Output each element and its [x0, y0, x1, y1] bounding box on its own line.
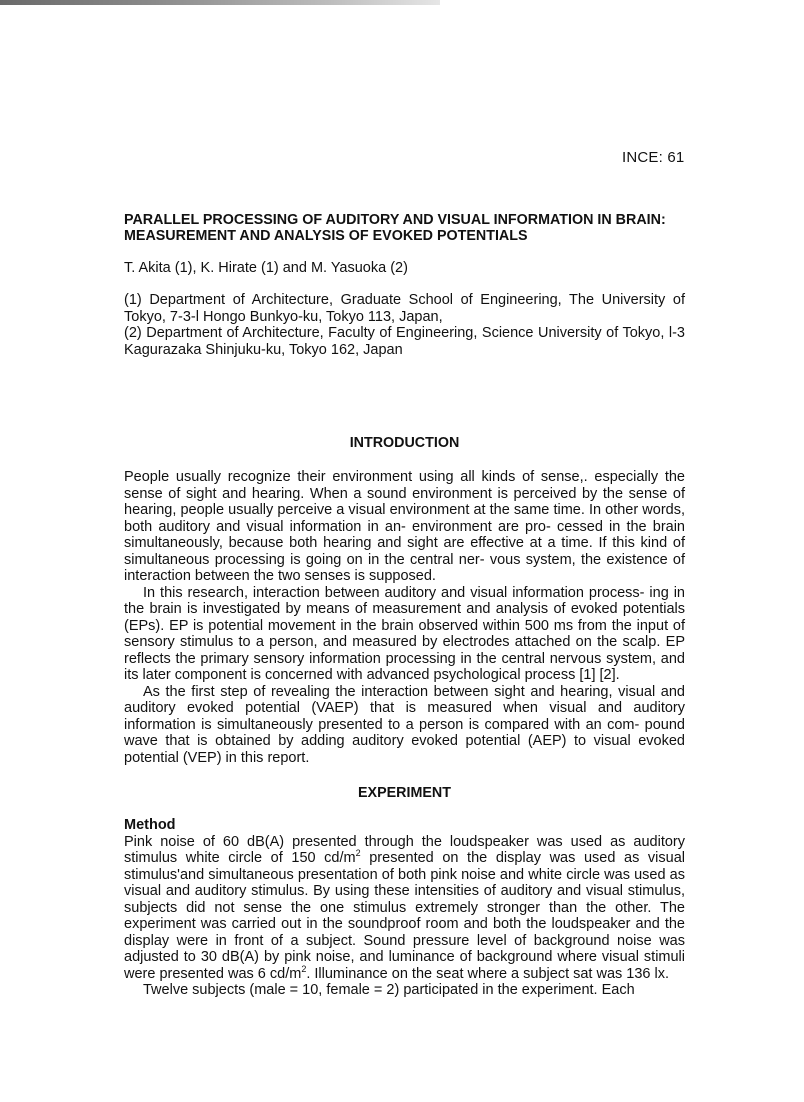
experiment-body — [124, 817, 685, 999]
method-paragraph-2: Twelve subjects (male = 10, female = 2) participated in the experiment. Each — [143, 982, 635, 998]
page-reference: INCE: 61 — [622, 149, 685, 166]
introduction-body — [124, 469, 685, 766]
method-paragraph-1 — [124, 834, 685, 983]
method-text-b: presented on the display was used as visual stimulus'and simultaneous presentation of both pink noise and white circle was used as visual and auditory stimulus. By using these intensities of auditory and visual stimulus, subjects did not sense the one stimulus extremely stronger than the other. The experiment was carried out in the soundproof room and both the loudspeaker and the display were in front of a subject. Sound pressure level of background noise was adjusted to 30 dB(A) by pink noise, and luminance of background where visual stimuli were presented was 6 cd/m — [124, 850, 685, 982]
subheading-method: Method — [124, 817, 176, 833]
affiliation-2: (2) Department of Architecture, Faculty of Engineering, Science University of Tokyo, l-3 Kagurazaka Shinjuku-ku, Tokyo 162, Japan — [124, 325, 685, 358]
section-heading-experiment: EXPERIMENT — [358, 785, 451, 801]
affiliations — [124, 292, 685, 358]
author-line: T. Akita (1), K. Hirate (1) and M. Yasuoka (2) — [124, 260, 408, 276]
superscript-2: 2 — [301, 963, 307, 974]
paper-title: PARALLEL PROCESSING OF AUDITORY AND VISUAL INFORMATION IN BRAIN: MEASUREMENT AND ANALYSIS OF EVOKED POTENTIALS — [124, 212, 666, 244]
intro-paragraph-1: People usually recognize their environment using all kinds of sense,. especially the sense of sight and hearing. When a sound environment is perceived by the sense of hearing, people usually perceive a visual environment at the same time. In other words, both auditory and visual information in an- environment are pro- cessed in the brain simultaneously, because both hearing and sight are effective at a time. If this kind of simultaneous processing is going on in the central ner- vous system, the existence of interaction between the two senses is supposed. — [124, 469, 685, 584]
scan-edge-artifact — [0, 0, 440, 5]
affiliation-1: (1) Department of Architecture, Graduate School of Engineering, The University of Tokyo, 7-3-l Hongo Bunkyo-ku, Tokyo 113, Japan, — [124, 292, 685, 325]
method-text-c: . Illuminance on the seat where a subject sat was 136 lx. — [306, 965, 670, 982]
section-heading-introduction: INTRODUCTION — [349, 435, 460, 451]
superscript-2: 2 — [355, 848, 361, 859]
intro-paragraph-2: In this research, interaction between auditory and visual information process- ing in the brain is investigated by means of measurement and analysis of evoked potentials (EPs). EP is potential movement in the brain observed within 500 ms from the input of sensory stimulus to a person, and measured by electrodes attached on the scalp. EP reflects the primary sensory information processing in the central nervous system, and its later component is concerned with advanced psychological process [1] [2]. — [124, 584, 685, 683]
intro-paragraph-3: As the first step of revealing the interaction between sight and hearing, visual and auditory evoked potential (VAEP) that is measured when visual and auditory information is simultaneously presented to a person is compared with an com- pound wave that is obtained by adding auditory evoked potential (AEP) to visual evoked potential (VEP) in this report. — [124, 683, 685, 766]
method-text-a: Pink noise of 60 dB(A) presented through the loudspeaker was used as auditory stimulus white circle of 150 cd/m — [124, 833, 685, 866]
